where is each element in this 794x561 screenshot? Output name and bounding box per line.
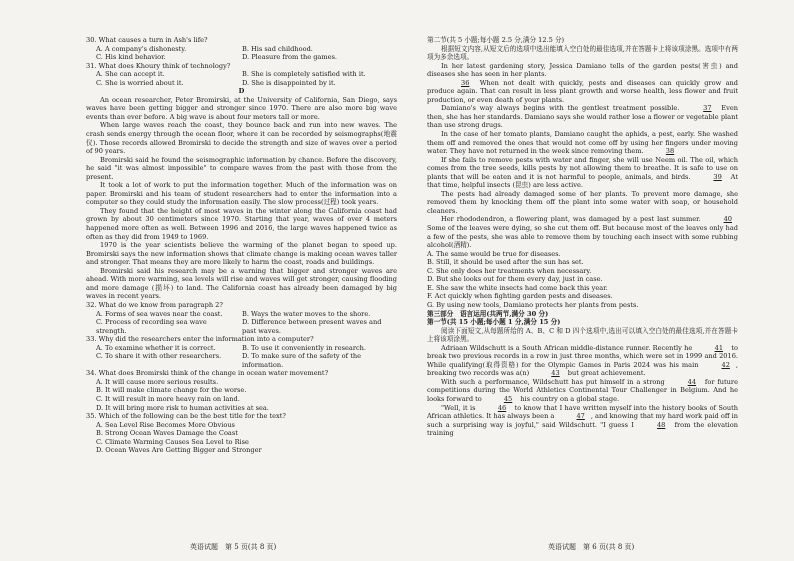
passage-paragraph: They found that the height of most waves in the winter along the California coast had grown by about 30 centimeters since 1970. Starting that year, waves of over 4 meters happened more often as well. Between 1996 and 2016, the large waves happened twice as often as they did from 1949 to 1969.	[86, 206, 397, 241]
blank-47: 47	[576, 412, 585, 421]
q34-option-a: A. It will cause more serious results.	[96, 377, 219, 386]
q30-option-c: C. His kind behavior.	[96, 53, 166, 62]
paragraph-text: , and knowing that my hard work paid off in such a surprising way is joyful," said Wildschutt. "I guess I	[427, 412, 738, 429]
paragraph-text: for future competitions during the World Athletics Continental Tour Challenger in Belgium. And he looks forward to	[427, 377, 738, 403]
right-column	[427, 36, 738, 438]
paragraph-text: With such a performance, Wildschutt has put himself in a strong	[441, 377, 665, 386]
blank-43: 43	[551, 369, 560, 378]
q32-option-b: B. Ways the water moves to the shore.	[242, 309, 371, 318]
paragraph-text: , breaking two records was a(n)	[427, 360, 738, 378]
passage-paragraph: An ocean researcher, Peter Bromirski, at the University of California, San Diego, says waves have been getting bigger and stronger since 1970. There are also more big wave events than ever before. A big wave is about four meters tall or more.	[86, 95, 397, 121]
cloze-paragraph: The pests had already damaged some of her plants. To prevent more damage, she removed them by knocking them off the plant into some water with soap, or household cleaners.	[427, 189, 738, 215]
part-three-heading: 第三部分 语言运用(共两节,满分 30 分)	[427, 309, 549, 318]
cloze-paragraph	[427, 130, 738, 156]
q34-option-d: D. It will bring more risk to human activities at sea.	[96, 403, 269, 412]
blank-39: 39	[713, 172, 722, 181]
blank-38: 38	[665, 147, 675, 156]
q30-option-d: D. Pleasure from the games.	[242, 53, 337, 62]
paragraph-text: to break two previous records in a row in just three months, which were set in 1999 and 2016. While qualifying(取得资格) for the Olympic Games in Paris 2024 was his main	[427, 343, 738, 369]
cloze-paragraph	[427, 404, 738, 438]
passage-paragraph: When large waves reach the coast, they bounce back and run into new waves. The crash sends energy through the ocean floor, where it can be recorded by seismographs(地震仪). Those records allowed Bromirski to decide the strength and size of waves over a period of 90 years.	[86, 121, 397, 156]
q35-option-a: A. Sea Level Rise Becomes More Obvious	[96, 420, 235, 429]
section-one-instruction: 阅读下面短文,从每题所给的 A、B、C 和 D 四个选项中,选出可以填入空白处的最佳选项,并在答题卡上将该项涂黑。	[427, 326, 738, 344]
q31-stem: 31. What does Khoury think of technology?	[86, 61, 231, 70]
blank-42: 42	[721, 360, 730, 369]
paragraph-text: If she fails to remove pests with water and finger, she will use Neem oil. The oil, which comes from the tree seeds, kills pests by not allowing them to breathe. It is safe to use on plants that will be eaten and it is not harmful to people, animals, and birds.	[427, 155, 738, 181]
q35-option-d: D. Ocean Waves Are Getting Bigger and Stronger	[96, 446, 262, 455]
blank-46: 46	[497, 403, 507, 412]
option-c: C. She only does her treatments when necessary.	[427, 266, 592, 275]
q30-stem: 30. What causes a turn in Ash's life?	[86, 36, 208, 44]
paragraph-text: Her rhododendron, a flowering plant, was damaged by a pest last summer.	[441, 215, 701, 224]
blank-37: 37	[703, 104, 712, 113]
blank-41: 41	[714, 343, 724, 352]
paragraph-text: Some of the leaves were dying, so she cut them off. But because most of the leaves only had a few of the pests, she was able to remove them by touching each insect with some rubbing alcohol(酒精).	[427, 224, 738, 250]
paragraph-text: but great achievement.	[567, 369, 646, 378]
paragraph-text: "Well, it is	[441, 403, 476, 412]
q32-options	[86, 310, 397, 336]
blank-45: 45	[503, 394, 513, 403]
option-e: E. She saw the white insects had come back this year.	[427, 283, 608, 292]
q32-option-a: A. Forms of sea waves near the coast.	[96, 309, 223, 318]
paragraph-text: When not dealt with quickly, pests and diseases can quickly grow and produce again. That can result in less plant growth and worse health, less flower and fruit production, or even death of your plants.	[427, 78, 738, 104]
option-d: D. But she looks out for them every day, just in case.	[427, 275, 603, 284]
q33-option-a: A. To examine whether it is correct.	[96, 343, 216, 352]
q33-stem: 33. Why did the researchers enter the information into a computer?	[86, 335, 314, 344]
q31-option-b: B. She is completely satisfied with it.	[242, 70, 366, 79]
paragraph-text: In the case of her tomato plants, Damiano caught the aphids, a pest, early. She washed them off and removed the ones that would not come off by using her fingers under moving water. They have not returned in the week since removing them.	[427, 130, 738, 156]
passage-paragraph: Bromirski said he found the seismographic information by chance. Before the discovery, he said "it was almost impossible" to compare waves from the past with those from the present.	[86, 155, 397, 181]
option-b: B. Still, it should be used after the sun has set.	[427, 258, 584, 267]
q30-options	[86, 45, 397, 62]
blank-44: 44	[687, 377, 697, 386]
passage-paragraph: It took a lot of work to put the information together. Much of the information was on paper. Bromirski and his team of student researchers had to enter the information into a computer so they could study the information easily. The slow process(过程) took years.	[86, 181, 397, 207]
cloze-paragraph	[427, 378, 738, 404]
cloze-paragraph	[427, 215, 738, 249]
q34-stem: 34. What does Bromirski think of the change in ocean water movement?	[86, 369, 329, 378]
page-footer-right: 英语试题 第 6 页(共 8 页)	[548, 543, 635, 551]
paragraph-text: Damiano's way always begins with the gentlest treatment possible.	[441, 104, 680, 113]
cloze-paragraph	[427, 79, 738, 105]
passage-paragraph: Bromirski said his research may be a warning that bigger and stronger waves are ahead. With more warming, sea levels will rise and waves will get stronger, causing flooding and more damage (损坏) to land. The California coast has already been damaged by big waves in recent years.	[86, 266, 397, 301]
q32-option-d: D. Difference between present waves and past waves.	[242, 318, 382, 335]
q35-option-b: B. Strong Ocean Waves Damage the Coast	[96, 429, 238, 438]
q31-options	[86, 70, 397, 87]
section-one-heading: 第一节(共 15 小题;每小题 1 分,满分 15 分)	[427, 318, 561, 327]
paragraph-text: Even then, she has her standards. Damiano says she would rather lose a flower or vegetable plant than use strong drugs.	[427, 104, 738, 130]
q33-options	[86, 344, 397, 370]
option-a: A. The same would be true for diseases.	[427, 249, 561, 258]
q30-option-b: B. His sad childhood.	[242, 44, 313, 53]
page-footer-left: 英语试题 第 5 页(共 8 页)	[190, 543, 277, 551]
q35-option-c: C. Climate Warming Causes Sea Level to Rise	[96, 437, 249, 446]
paragraph-text: his country on a global stage.	[520, 394, 620, 403]
q33-option-d: D. To make sure of the safety of the information.	[242, 352, 361, 369]
paragraph-text: Adriaan Wildschutt is a South African middle-distance runner. Recently he	[441, 343, 693, 352]
left-column	[86, 36, 397, 455]
section-heading: 第二节(共 5 小题;每小题 2.5 分,满分 12.5 分)	[427, 36, 565, 44]
q33-option-b: B. To use it conveniently in research.	[242, 343, 367, 352]
option-g: G. By using new tools, Damiano protects her plants from pests.	[427, 300, 639, 309]
paragraph-text: to know that I have written myself into the history books of South African athletics. It has always been a	[427, 403, 738, 421]
q34-option-b: B. It will make climate change for the worse.	[96, 386, 247, 395]
cloze-paragraph	[427, 156, 738, 190]
q35-stem: 35. Which of the following can be the best title for the text?	[86, 412, 286, 421]
paragraph-text: from the elevation training	[427, 420, 738, 438]
q32-option-c: C. Process of recording sea wave strength.	[96, 318, 207, 335]
cloze-paragraph	[427, 104, 738, 130]
q30-option-a: A. A company's dishonesty.	[96, 44, 187, 53]
q32-stem: 32. What do we know from paragraph 2?	[86, 300, 223, 309]
option-f: F. Act quickly when fighting garden pests and diseases.	[427, 292, 613, 301]
q31-option-a: A. She can accept it.	[96, 70, 165, 79]
cloze-paragraph	[427, 344, 738, 378]
q31-option-d: D. She is disappointed by it.	[242, 78, 336, 87]
q34-option-c: C. It will result in more heavy rain on land.	[96, 394, 240, 403]
section-instruction: 根据短文内容,从短文后的选项中选出能填入空白处的最佳选项,并在答题卡上将该项涂黑。选项中有两项为多余选项。	[427, 44, 738, 62]
passage-paragraph: 1970 is the year scientists believe the warming of the planet began to speed up. Bromirski says the new information shows that climate change is making ocean waves taller and stronger. That means they are more likely to harm the coast, roads and buildings.	[86, 241, 397, 267]
q33-option-c: C. To share it with other researchers.	[96, 352, 222, 361]
paragraph-text: At that time, helpful insects (昆虫) are less active.	[427, 172, 738, 190]
blank-36: 36	[461, 78, 470, 87]
q31-option-c: C. She is worried about it.	[96, 78, 184, 87]
blank-40: 40	[723, 215, 732, 224]
cloze-paragraph: In her latest gardening story, Jessica Damiano tells of the garden pests(害虫) and diseases she has seen in her plants.	[427, 61, 738, 79]
passage-label: D	[238, 87, 245, 96]
blank-48: 48	[656, 420, 666, 429]
